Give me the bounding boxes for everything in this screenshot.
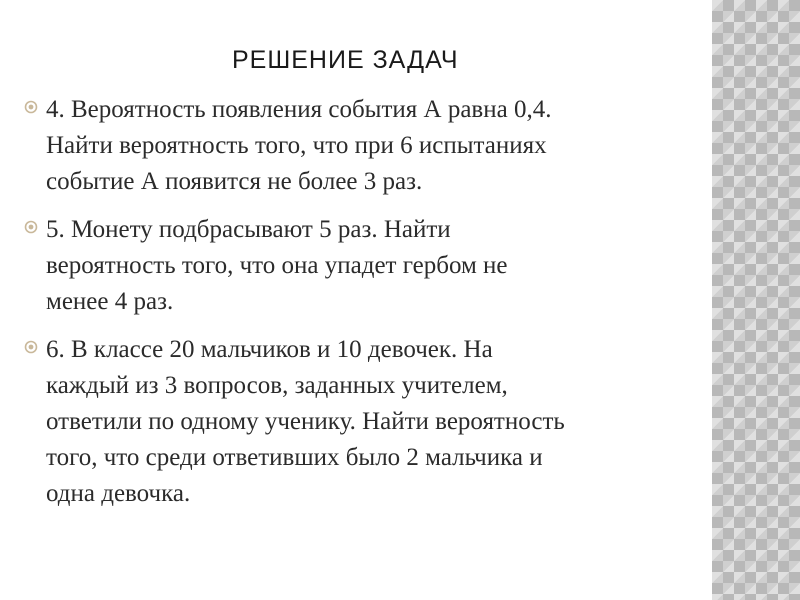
problem-text: 4. Вероятность появления события А равна 0,4. Найти вероятность того, что при 6 испытаниях событие А появится не более 3 раз. (46, 96, 552, 195)
list-item-problem-6 (18, 332, 704, 512)
decorative-side-panel (712, 0, 800, 600)
problem-text: 6. В классе 20 мальчиков и 10 девочек. На каждый из 3 вопросов, заданных учителем, ответили по одному ученику. Найти вероятность того, что среди ответивших было 2 мальчика и одна девочка. (46, 336, 565, 507)
circle-bullet-icon (24, 220, 38, 234)
list-item-problem-4 (18, 92, 704, 200)
slide-title: РЕШЕНИЕ ЗАДАЧ (232, 46, 459, 74)
list-item-problem-5 (18, 212, 704, 320)
problem-text: 5. Монету подбрасывают 5 раз. Найти вероятность того, что она упадет гербом не менее 4 раз. (46, 216, 508, 315)
problem-list (18, 92, 704, 524)
circle-bullet-icon (24, 100, 38, 114)
circle-bullet-icon (24, 340, 38, 354)
